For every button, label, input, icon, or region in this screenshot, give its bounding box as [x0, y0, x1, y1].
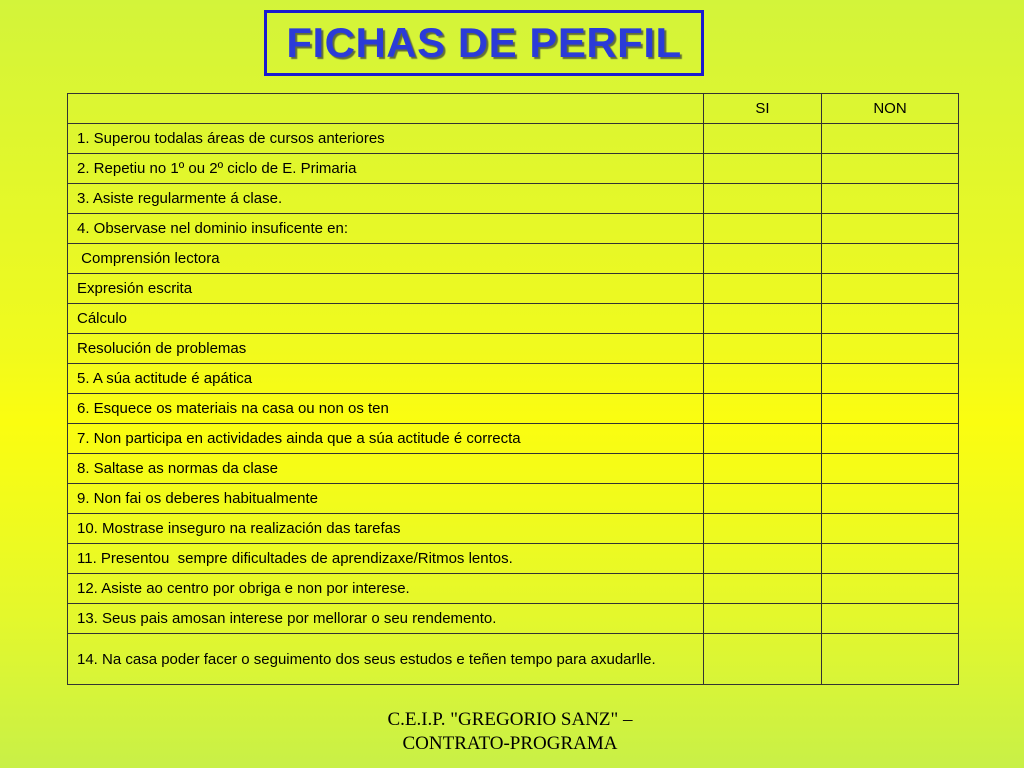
row-label: 10. Mostrase inseguro na realización das tarefas	[68, 514, 704, 544]
non-cell[interactable]	[822, 634, 959, 685]
si-cell[interactable]	[704, 544, 822, 574]
non-cell[interactable]	[822, 574, 959, 604]
si-cell[interactable]	[704, 154, 822, 184]
header-si-cell: SI	[704, 94, 822, 124]
row-label: 7. Non participa en actividades ainda que a súa actitude é correcta	[68, 424, 704, 454]
table-row	[68, 124, 959, 154]
row-label: 9. Non fai os deberes habitualmente	[68, 484, 704, 514]
row-label: 3. Asiste regularmente á clase.	[68, 184, 704, 214]
table-row	[68, 184, 959, 214]
table-row	[68, 634, 959, 685]
si-cell[interactable]	[704, 184, 822, 214]
table-row	[68, 544, 959, 574]
footer-line-2: CONTRATO-PROGRAMA	[402, 733, 618, 754]
non-cell[interactable]	[822, 124, 959, 154]
si-cell[interactable]	[704, 424, 822, 454]
non-cell[interactable]	[822, 334, 959, 364]
si-cell[interactable]	[704, 484, 822, 514]
table-row	[68, 574, 959, 604]
table-row	[68, 514, 959, 544]
si-cell[interactable]	[704, 454, 822, 484]
row-label: 2. Repetiu no 1º ou 2º ciclo de E. Primaria	[68, 154, 704, 184]
non-cell[interactable]	[822, 274, 959, 304]
row-label: Cálculo	[68, 304, 704, 334]
table-row	[68, 604, 959, 634]
row-label: 6. Esquece os materiais na casa ou non os ten	[68, 394, 704, 424]
table-row	[68, 334, 959, 364]
row-label: Expresión escrita	[68, 274, 704, 304]
non-cell[interactable]	[822, 244, 959, 274]
table-row	[68, 424, 959, 454]
si-cell[interactable]	[704, 364, 822, 394]
si-cell[interactable]	[704, 304, 822, 334]
si-cell[interactable]	[704, 244, 822, 274]
non-cell[interactable]	[822, 364, 959, 394]
table-row	[68, 274, 959, 304]
footer-credit	[340, 708, 680, 756]
profile-table	[67, 93, 959, 685]
si-cell[interactable]	[704, 214, 822, 244]
table-row	[68, 214, 959, 244]
row-label: 4. Observase nel dominio insuficente en:	[68, 214, 704, 244]
si-cell[interactable]	[704, 604, 822, 634]
row-label: 8. Saltase as normas da clase	[68, 454, 704, 484]
table-row	[68, 244, 959, 274]
table-header-row	[68, 94, 959, 124]
row-label: 5. A súa actitude é apática	[68, 364, 704, 394]
non-cell[interactable]	[822, 484, 959, 514]
non-cell[interactable]	[822, 184, 959, 214]
header-item-cell	[68, 94, 704, 124]
non-cell[interactable]	[822, 304, 959, 334]
si-cell[interactable]	[704, 394, 822, 424]
si-cell[interactable]	[704, 514, 822, 544]
non-cell[interactable]	[822, 394, 959, 424]
non-cell[interactable]	[822, 604, 959, 634]
non-cell[interactable]	[822, 454, 959, 484]
non-cell[interactable]	[822, 214, 959, 244]
non-cell[interactable]	[822, 514, 959, 544]
table-row	[68, 484, 959, 514]
table-row	[68, 154, 959, 184]
si-cell[interactable]	[704, 124, 822, 154]
footer-line-1: C.E.I.P. "GREGORIO SANZ" –	[387, 709, 633, 730]
table-row	[68, 304, 959, 334]
row-label: Comprensión lectora	[68, 244, 704, 274]
row-label: 12. Asiste ao centro por obriga e non por interese.	[68, 574, 704, 604]
row-label: 1. Superou todalas áreas de cursos anteriores	[68, 124, 704, 154]
si-cell[interactable]	[704, 574, 822, 604]
non-cell[interactable]	[822, 424, 959, 454]
table-row	[68, 364, 959, 394]
row-label: 14. Na casa poder facer o seguimento dos seus estudos e teñen tempo para axudarlle.	[68, 634, 704, 685]
header-non-cell: NON	[822, 94, 959, 124]
title-box	[264, 10, 704, 76]
row-label: 11. Presentou sempre dificultades de aprendizaxe/Ritmos lentos.	[68, 544, 704, 574]
table-row	[68, 394, 959, 424]
si-cell[interactable]	[704, 274, 822, 304]
non-cell[interactable]	[822, 154, 959, 184]
non-cell[interactable]	[822, 544, 959, 574]
si-cell[interactable]	[704, 334, 822, 364]
page-title: FICHAS DE PERFIL	[286, 19, 682, 66]
si-cell[interactable]	[704, 634, 822, 685]
table-row	[68, 454, 959, 484]
row-label: 13. Seus pais amosan interese por mellorar o seu rendemento.	[68, 604, 704, 634]
row-label: Resolución de problemas	[68, 334, 704, 364]
